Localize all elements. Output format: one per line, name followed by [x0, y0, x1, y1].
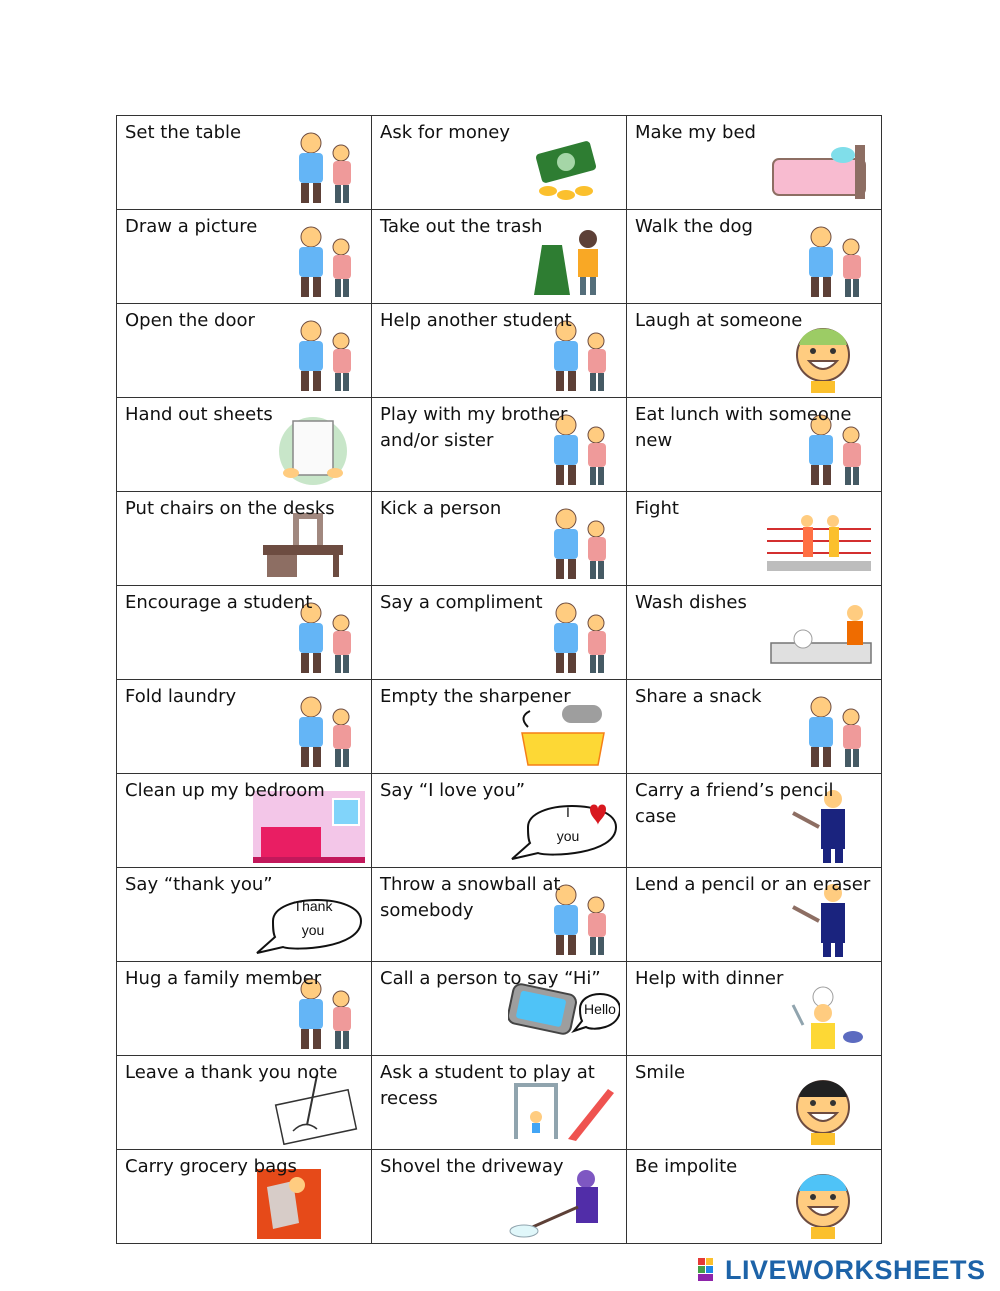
card-row: [117, 304, 882, 398]
chore-label: Eat lunch with someone new: [635, 404, 852, 451]
chore-card: [627, 116, 882, 210]
chore-label: Carry a friend’s pencil case: [635, 780, 834, 827]
svg-text:you: you: [556, 828, 580, 844]
chore-label: Open the door: [125, 310, 255, 331]
card-row: [117, 210, 882, 304]
chore-label: Kick a person: [380, 498, 502, 519]
chore-card: [372, 398, 627, 492]
chore-label: Ask a student to play at recess: [380, 1062, 595, 1109]
chore-card: [627, 210, 882, 304]
liveworksheets-brand: [697, 1254, 986, 1286]
chore-label: Carry grocery bags: [125, 1156, 297, 1177]
chore-label: Say “I love you”: [380, 780, 526, 801]
chore-label: Shovel the driveway: [380, 1156, 564, 1177]
chore-label: Hand out sheets: [125, 404, 273, 425]
chore-label: Fold laundry: [125, 686, 237, 707]
chore-card: [372, 680, 627, 774]
card-row: [117, 586, 882, 680]
svg-text:you: you: [301, 922, 325, 938]
chore-label: Be impolite: [635, 1156, 738, 1177]
chore-card: [117, 116, 372, 210]
chore-label: Walk the dog: [635, 216, 753, 237]
chore-card: [627, 680, 882, 774]
chore-card: [372, 774, 627, 868]
chore-label: Call a person to say “Hi”: [380, 968, 601, 989]
chore-card: [627, 1150, 882, 1244]
svg-text:I: I: [566, 804, 570, 820]
card-row: [117, 1056, 882, 1150]
chore-label: Ask for money: [380, 122, 510, 143]
card-row: [117, 1150, 882, 1244]
chore-card: [117, 962, 372, 1056]
chore-card: [627, 774, 882, 868]
chore-card: [372, 868, 627, 962]
chore-card: [117, 1150, 372, 1244]
chore-card: [627, 398, 882, 492]
chore-label: Empty the sharpener: [380, 686, 571, 707]
chores-card-grid: [116, 115, 882, 1234]
chore-card: [372, 492, 627, 586]
card-row: [117, 116, 882, 210]
chore-card: [372, 304, 627, 398]
chore-card: [117, 774, 372, 868]
chore-card: [117, 304, 372, 398]
chore-card: [117, 680, 372, 774]
chore-card: [372, 116, 627, 210]
chore-label: Say “thank you”: [125, 874, 273, 895]
chore-card: [117, 1056, 372, 1150]
chore-label: Clean up my bedroom: [125, 780, 325, 801]
chore-label: Encourage a student: [125, 592, 313, 613]
chore-card: [117, 868, 372, 962]
chore-card: [372, 210, 627, 304]
chore-label: Say a compliment: [380, 592, 543, 613]
svg-text:Thank: Thank: [293, 898, 333, 914]
chore-label: Draw a picture: [125, 216, 258, 237]
chore-card: [117, 398, 372, 492]
svg-text:Hello: Hello: [584, 1001, 616, 1017]
brand-name: LIVEWORKSHEETS: [725, 1254, 986, 1285]
chore-card: [627, 1056, 882, 1150]
chore-label: Take out the trash: [380, 216, 543, 237]
chore-card: [627, 304, 882, 398]
chore-label: Set the table: [125, 122, 242, 143]
card-row: [117, 680, 882, 774]
chore-card: [627, 962, 882, 1056]
chore-label: Fight: [635, 498, 679, 519]
chore-card: [117, 210, 372, 304]
chore-label: Lend a pencil or an eraser: [635, 874, 871, 895]
card-row: [117, 492, 882, 586]
chore-label: Put chairs on the desks: [125, 498, 335, 519]
chore-label: Wash dishes: [635, 592, 747, 613]
chore-label: Laugh at someone: [635, 310, 803, 331]
chore-label: Leave a thank you note: [125, 1062, 338, 1083]
card-table: [116, 115, 882, 1244]
chore-card: [627, 868, 882, 962]
chore-card: [372, 1056, 627, 1150]
chore-label: Smile: [635, 1062, 686, 1083]
chore-card: [372, 962, 627, 1056]
chore-label: Help another student: [380, 310, 572, 331]
chore-card: [627, 492, 882, 586]
chore-label: Hug a family member: [125, 968, 322, 989]
chore-label: Throw a snowball at somebody: [380, 874, 561, 921]
chore-label: Share a snack: [635, 686, 762, 707]
chore-card: [372, 586, 627, 680]
chore-label: Help with dinner: [635, 968, 784, 989]
card-row: [117, 868, 882, 962]
card-row: [117, 774, 882, 868]
card-row: [117, 962, 882, 1056]
chore-card: [117, 586, 372, 680]
chore-label: Make my bed: [635, 122, 756, 143]
chore-card: [117, 492, 372, 586]
chore-card: [627, 586, 882, 680]
card-row: [117, 398, 882, 492]
chore-card: [372, 1150, 627, 1244]
chore-label: Play with my brother and/or sister: [380, 404, 568, 451]
liveworksheets-logo-icon: [697, 1256, 723, 1284]
